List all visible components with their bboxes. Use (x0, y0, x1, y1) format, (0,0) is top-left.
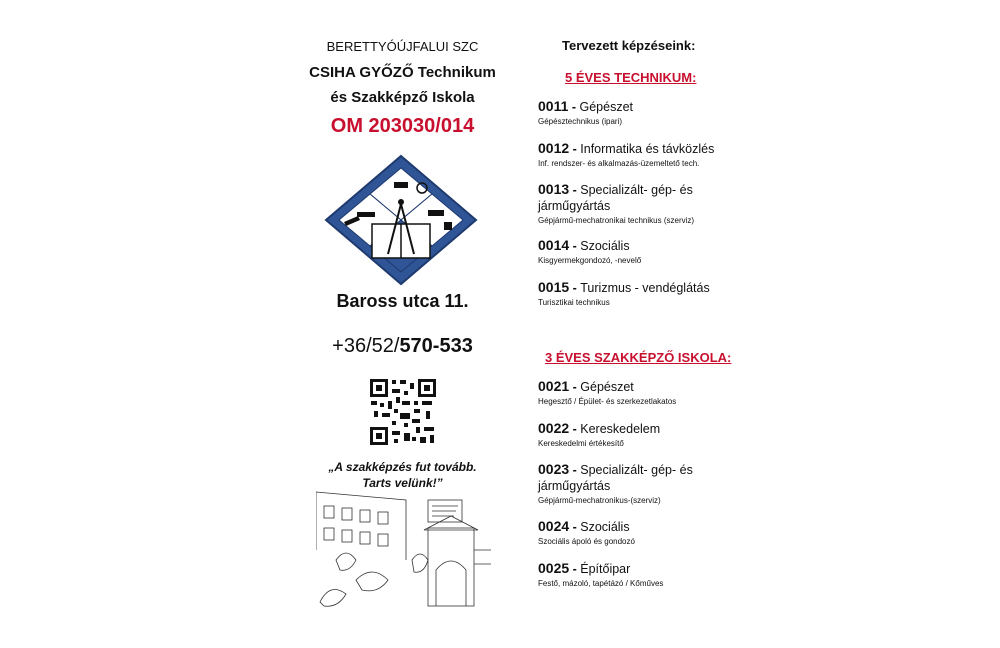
om-identifier: OM 203030/014 (330, 115, 475, 137)
training-code: 0015 (538, 279, 570, 295)
training-title: Gépészet (579, 100, 633, 114)
training-subtitle: Gépjármű-mechatronikus-(szerviz) (538, 496, 661, 505)
training-subtitle: Festő, mázoló, tapétázó / Kőműves (538, 579, 664, 588)
training-title: Kereskedelem (580, 422, 661, 436)
training-dash: - (569, 183, 581, 197)
training-item (538, 279, 733, 308)
section-5-year-technikum: 5 ÉVES TECHNIKUM: (565, 70, 697, 85)
training-dash: - (569, 239, 581, 253)
motto-line1: „A szakképzés fut tovább. (328, 460, 477, 474)
training-code: 0013 (538, 181, 570, 197)
qr-code (368, 377, 438, 447)
training-dash: - (569, 463, 581, 477)
training-code: 0023 (538, 461, 570, 477)
address: Baross utca 11. (336, 291, 469, 311)
phone-main: 570-533 (399, 335, 473, 357)
training-title: Szociális (580, 520, 630, 534)
training-code: 0012 (538, 140, 570, 156)
training-subtitle: Gépjármű-mechatronikai technikus (szerviz) (538, 216, 695, 225)
training-dash: - (569, 380, 581, 394)
training-title: Gépészet (580, 380, 634, 394)
training-dash: - (569, 520, 581, 534)
training-subtitle: Hegesztő / Épület- és szerkezetlakatos (538, 397, 677, 406)
training-subtitle: Szociális ápoló és gondozó (538, 537, 635, 546)
training-dash: - (569, 562, 581, 576)
training-title: Építőipar (580, 562, 631, 576)
section-3-year-szakkepzo: 3 ÉVES SZAKKÉPZŐ ISKOLA: (545, 350, 732, 365)
school-logo (324, 154, 478, 286)
training-title: Specializált- gép- és járműgyártás (538, 463, 693, 493)
training-subtitle: Turisztikai technikus (538, 298, 610, 307)
training-item (538, 181, 733, 226)
training-dash: - (568, 100, 580, 114)
training-code: 0025 (538, 560, 570, 576)
school-district: BERETTYÓÚJFALUI SZC (326, 39, 479, 54)
training-dash: - (569, 281, 581, 295)
trainings-column (535, 0, 735, 648)
training-code: 0022 (538, 420, 570, 436)
training-dash: - (569, 422, 581, 436)
school-building-sketch (316, 490, 491, 608)
training-item (538, 420, 733, 449)
training-item (538, 461, 733, 506)
training-item (538, 560, 733, 589)
training-subtitle: Inf. rendszer- és alkalmazás-üzemeltető tech. (538, 159, 700, 168)
training-item (538, 98, 733, 127)
training-title: Turizmus - vendéglátás (580, 281, 710, 295)
training-code: 0014 (538, 237, 570, 253)
training-code: 0021 (538, 378, 570, 394)
training-item (538, 140, 733, 169)
training-title: Informatika és távközlés (580, 142, 715, 156)
training-item (538, 237, 733, 266)
school-info-column (300, 0, 505, 648)
phone-number (300, 335, 505, 358)
training-code: 0024 (538, 518, 570, 534)
training-dash: - (569, 142, 581, 156)
training-item (538, 518, 733, 547)
motto (300, 459, 505, 491)
training-subtitle: Kereskedelmi értékesítő (538, 439, 624, 448)
trainings-heading: Tervezett képzéseink: (562, 38, 696, 53)
training-title: Specializált- gép- és járműgyártás (538, 183, 693, 213)
training-title: Szociális (580, 239, 630, 253)
school-name: CSIHA GYŐZŐ Technikum (309, 64, 496, 81)
training-subtitle: Gépésztechnikus (ipari) (538, 117, 623, 126)
school-name-line2: és Szakképző Iskola (330, 89, 475, 106)
phone-prefix: +36/52/ (332, 335, 400, 357)
motto-line2: Tarts velünk!” (362, 476, 443, 490)
training-subtitle: Kisgyermekgondozó, -nevelő (538, 256, 642, 265)
training-code: 0011 (538, 98, 569, 114)
training-item (538, 378, 733, 407)
